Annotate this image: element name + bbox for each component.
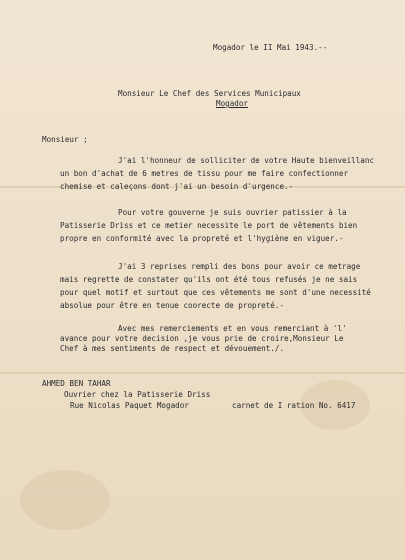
ration-card-number: carnet de I ration No. 6417: [232, 401, 356, 410]
sender-address: Rue Nicolas Paquet Mogador: [70, 401, 189, 410]
paragraph-line: avance pour votre decision ,je vous prie de croire,Monsieur Le: [60, 334, 344, 343]
paragraph-line: un bon d'achat de 6 metres de tissu pour me faire confectionner: [60, 169, 349, 178]
recipient-line: Monsieur Le Chef des Services Municipaux: [118, 89, 301, 98]
salutation: Monsieur ;: [42, 135, 88, 144]
paragraph-line: Patisserie Driss et ce metier necessite le port de vêtements bien: [60, 221, 358, 230]
paragraph-line: Pour votre gouverne je suis ouvrier patissier à la: [118, 208, 347, 217]
paper-fold: [0, 372, 405, 374]
paragraph-line: chemise et caleçons dont j'ai un besoin d'urgence.-: [60, 182, 294, 191]
recipient-city: Mogador: [216, 99, 249, 108]
paragraph-line: J'ai 3 reprises rempli des bons pour avoir ce metrage: [118, 262, 361, 271]
sender-title: Ouvrier chez la Patisserie Driss: [64, 390, 211, 399]
paper-stain: [20, 470, 110, 530]
sender-name: AHMED BEN TAHAR: [42, 379, 111, 388]
paragraph-line: propre en conformité avec la propreté et l'hygiène en viguer.-: [60, 234, 344, 243]
paragraph-line: Avec mes remerciements et en vous remerciant à 'l': [118, 324, 347, 333]
paragraph-line: Chef à mes sentiments de respect et dévouement./.: [60, 344, 285, 353]
paragraph-line: J'ai l'honneur de solliciter de votre Haute bienveillanc: [118, 156, 375, 165]
paragraph-line: absolue pour être en tenue coorecte de propreté.-: [60, 301, 285, 310]
paragraph-line: pour quel motif et surtout que ces vêtements me sont d'une necessité: [60, 288, 371, 297]
date-line: Mogador le II Mai 1943.--: [213, 43, 328, 52]
paragraph-line: mais regrette de constater qu'ils ont été tous refusés je ne sais: [60, 275, 358, 284]
